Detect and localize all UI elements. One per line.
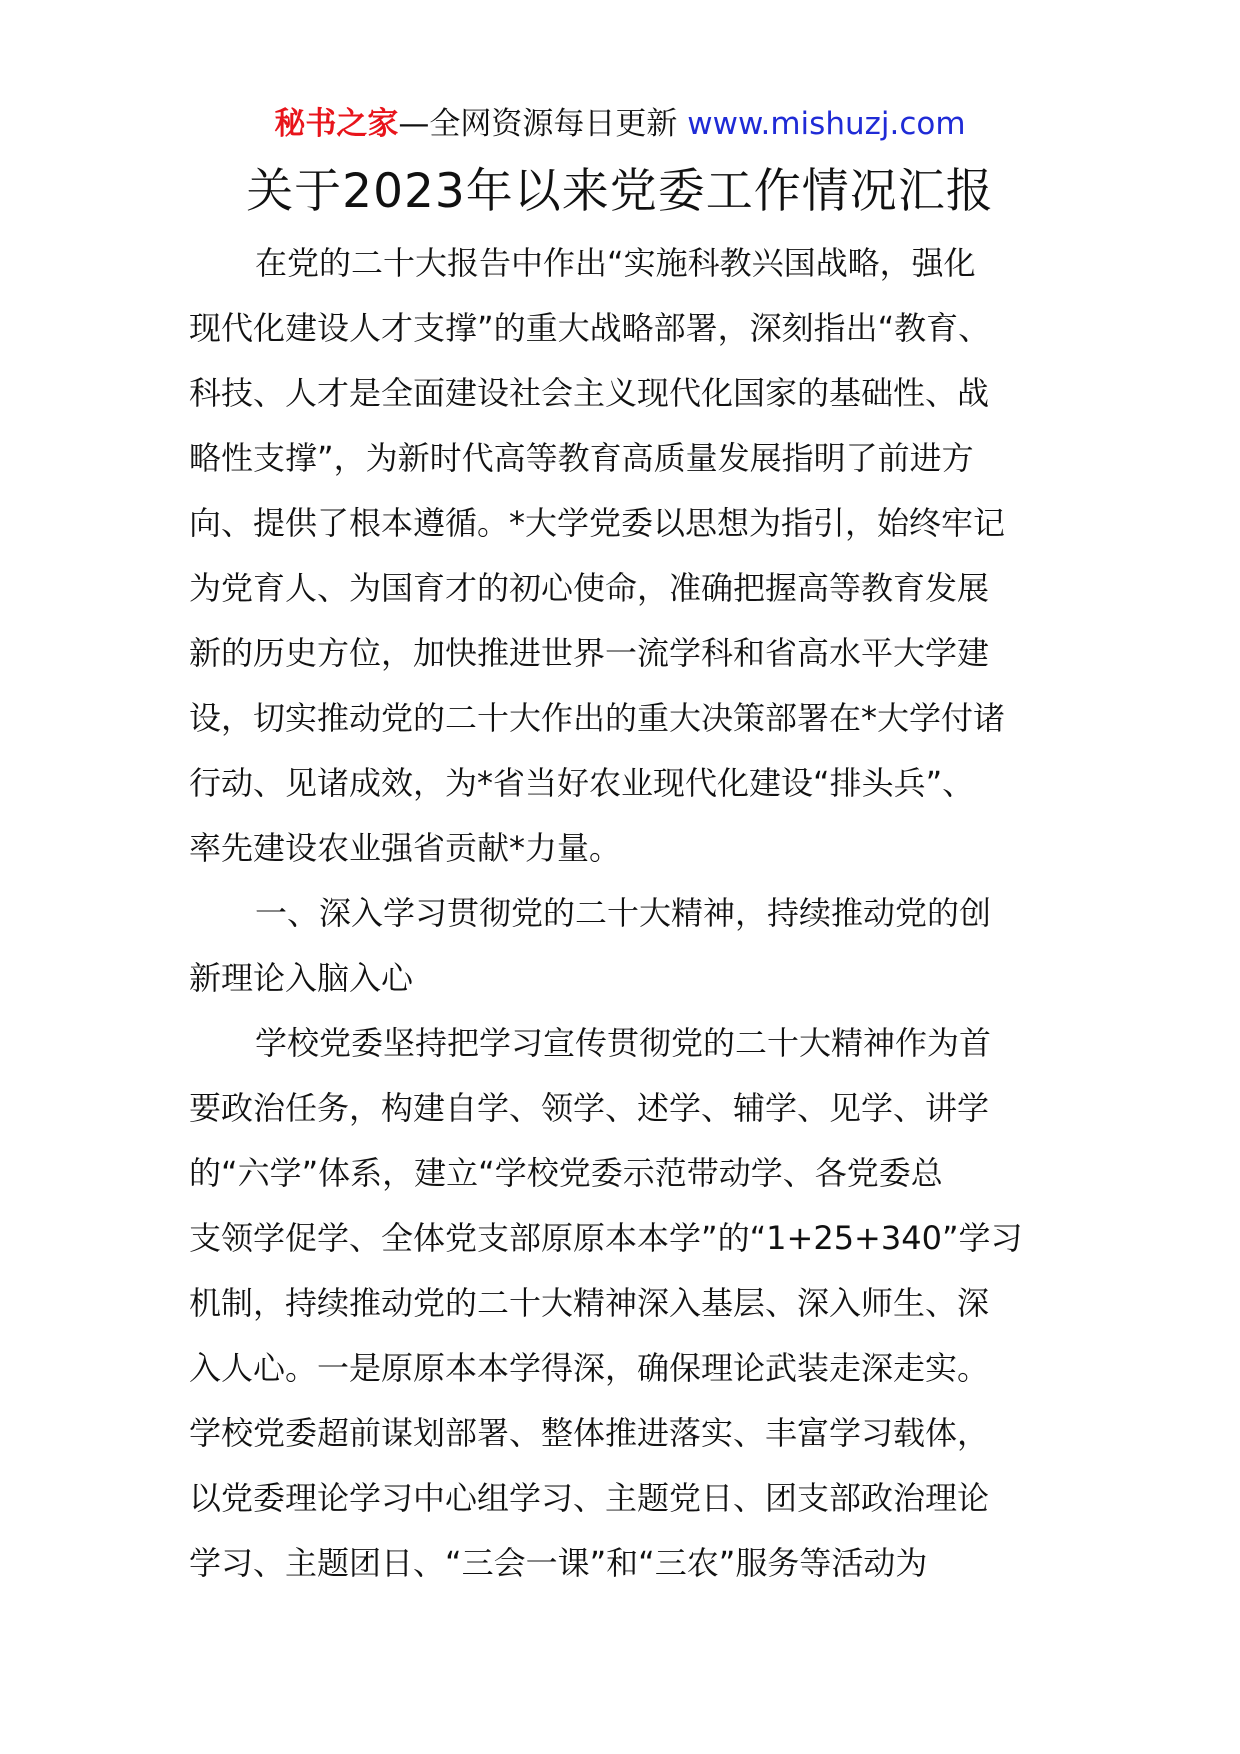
paragraph-line: 要政治任务，构建自学、领学、述学、辅学、见学、讲学: [189, 1089, 990, 1127]
section-heading-line: 一、深入学习贯彻党的二十大精神，持续推动党的创: [255, 894, 992, 932]
document-title: 关于2023年以来党委工作情况汇报: [246, 164, 994, 219]
paragraph-line: 在党的二十大报告中作出“实施科教兴国战略，强化: [255, 244, 976, 282]
paragraph-line: 支领学促学、全体党支部原原本本学”的“1+25+340”学习: [189, 1219, 1023, 1257]
paragraph-line: 机制，持续推动党的二十大精神深入基层、深入师生、深: [189, 1284, 990, 1322]
paragraph-line: 的“六学”体系，建立“学校党委示范带动学、各党委总: [189, 1154, 943, 1192]
paragraph-line: 略性支撑”，为新时代高等教育高质量发展指明了前进方: [189, 439, 974, 477]
document-body: [189, 231, 1049, 1596]
paragraph-line: 学校党委坚持把学习宣传贯彻党的二十大精神作为首: [255, 1024, 992, 1062]
site-header: [0, 102, 1240, 146]
paragraph-line: 学习、主题团日、“三会一课”和“三农”服务等活动为: [189, 1544, 928, 1582]
brand-name: 秘书之家: [274, 106, 399, 142]
section-heading-line: 新理论入脑入心: [189, 959, 414, 997]
paragraph-line: 科技、人才是全面建设社会主义现代化国家的基础性、战: [189, 374, 990, 412]
header-tagline: —全网资源每日更新: [398, 106, 678, 142]
paragraph-line: 现代化建设人才支撑”的重大战略部署，深刻指出“教育、: [189, 309, 991, 347]
paragraph-line: 向、提供了根本遵循。*大学党委以思想为指引，始终牢记: [189, 504, 1006, 542]
paragraph-line: 学校党委超前谋划部署、整体推进落实、丰富学习载体，: [189, 1414, 990, 1452]
paragraph-line: 新的历史方位，加快推进世界一流学科和省高水平大学建: [189, 634, 990, 672]
paragraph-line: 行动、见诸成效，为*省当好农业现代化建设“排头兵”、: [189, 764, 975, 802]
paragraph-line: 设，切实推动党的二十大作出的重大决策部署在*大学付诸: [189, 699, 1006, 737]
site-url-link[interactable]: www.mishuzj.com: [687, 106, 966, 142]
paragraph-line: 以党委理论学习中心组学习、主题党日、团支部政治理论: [189, 1479, 990, 1517]
paragraph-line: 率先建设农业强省贡献*力量。: [189, 829, 622, 867]
paragraph-line: 为党育人、为国育才的初心使命，准确把握高等教育发展: [189, 569, 990, 607]
paragraph-line: 入人心。一是原原本本学得深，确保理论武装走深走实。: [189, 1349, 990, 1387]
